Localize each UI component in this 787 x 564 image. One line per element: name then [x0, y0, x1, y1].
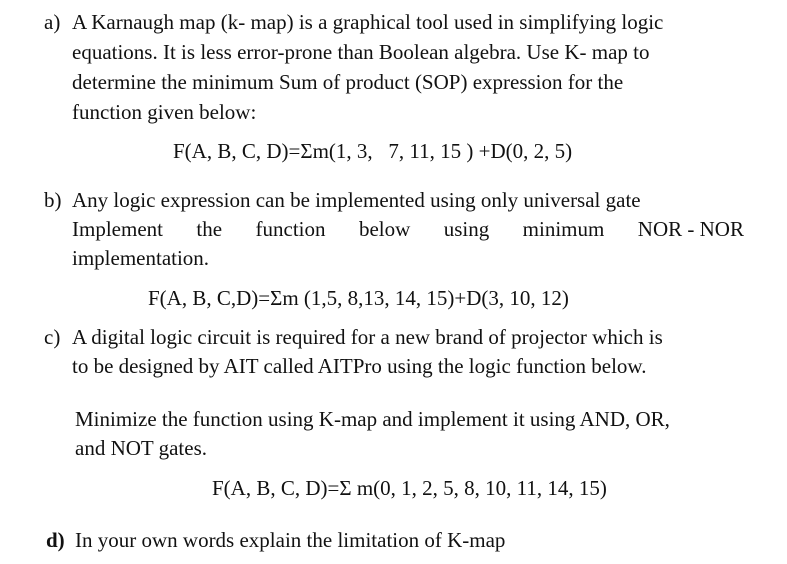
question-b-formula: F(A, B, C,D)=Σm (1,5, 8,13, 14, 15)+D(3, 10, 12) — [148, 286, 569, 310]
question-a-label: a) — [44, 10, 61, 34]
question-b-word: minimum — [522, 217, 605, 241]
question-a-line-3: determine the minimum Sum of product (SOP) expression for the — [72, 70, 624, 94]
question-a-line-4: function given below: — [72, 100, 257, 124]
question-b-label: b) — [44, 188, 62, 212]
question-b-word: NOR - NOR — [637, 217, 744, 241]
question-b-line-3: implementation. — [72, 246, 210, 270]
question-b-line-1: Any logic expression can be implemented using only universal gate — [72, 188, 641, 212]
question-b-word: Implement — [72, 217, 163, 241]
question-d-text: In your own words explain the limitation of K-map — [75, 528, 506, 552]
question-a-line-2: equations. It is less error-prone than Boolean algebra. Use K- map to — [72, 40, 650, 64]
question-b-word: using — [443, 217, 490, 241]
question-b-word: below — [358, 217, 411, 241]
question-c-line-2: to be designed by AIT called AITPro using the logic function below. — [72, 354, 647, 378]
question-c-label: c) — [44, 325, 61, 349]
question-b-word: the — [196, 217, 223, 241]
question-c-line-1: A digital logic circuit is required for a new brand of projector which is — [72, 325, 663, 349]
question-d-label: d) — [46, 528, 65, 552]
question-b-word: function — [255, 217, 326, 241]
question-c-formula: F(A, B, C, D)=Σ m(0, 1, 2, 5, 8, 10, 11, 14, 15) — [212, 476, 607, 500]
question-c-instruction-2: and NOT gates. — [75, 436, 207, 460]
question-a-formula: F(A, B, C, D)=Σm(1, 3, 7, 11, 15 ) +D(0, 2, 5) — [173, 139, 573, 163]
question-b-line-2 — [72, 215, 744, 243]
question-c-instruction-1: Minimize the function using K-map and implement it using AND, OR, — [75, 407, 670, 431]
question-a-line-1: A Karnaugh map (k- map) is a graphical tool used in simplifying logic — [72, 10, 664, 34]
